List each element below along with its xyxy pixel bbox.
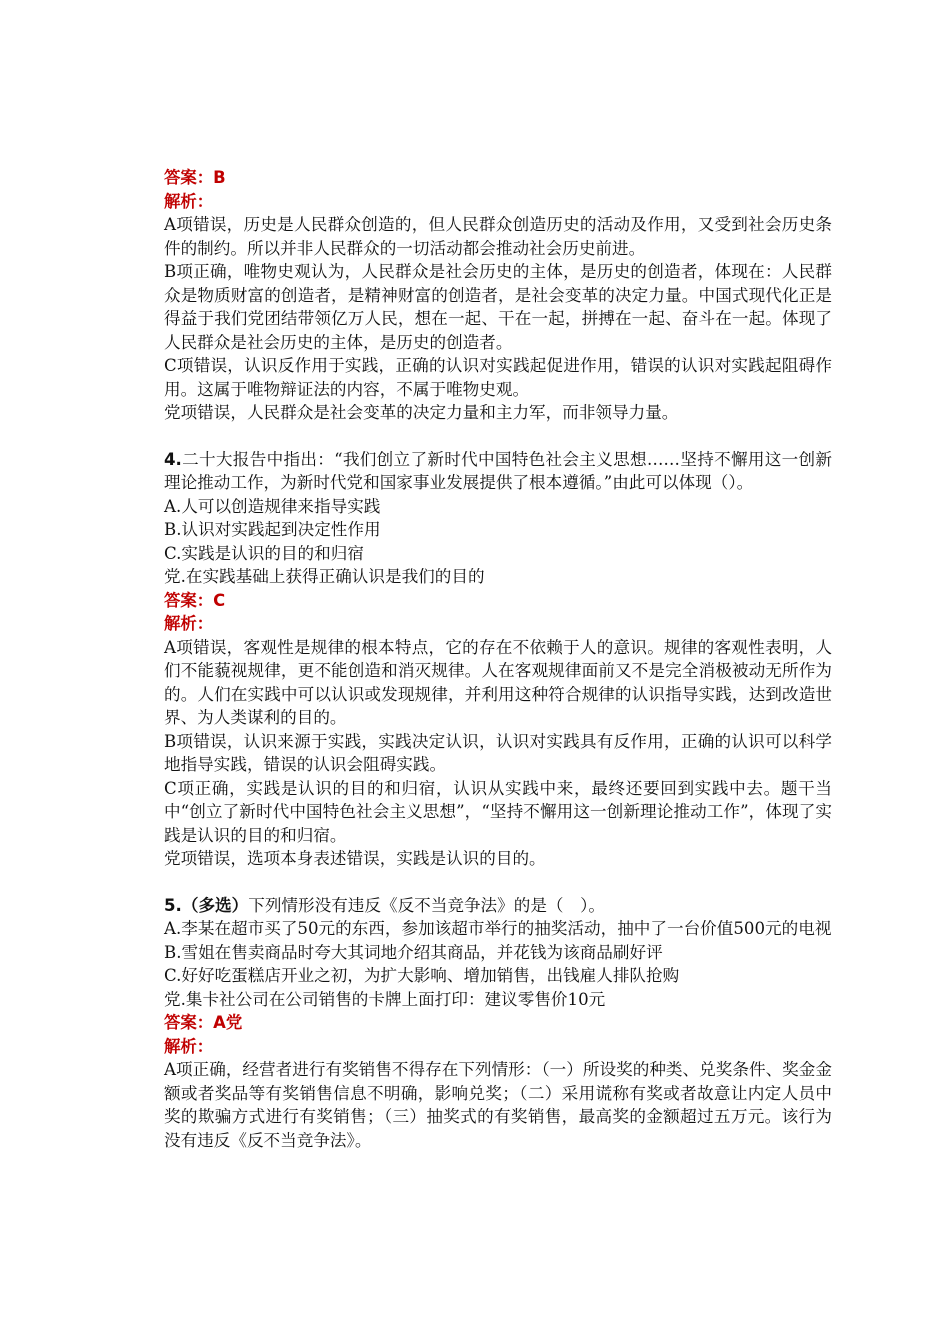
answer-label: 答案：B — [164, 168, 226, 187]
option-b: B.雪姐在售卖商品时夸大其词地介绍其商品，并花钱为该商品刷好评 — [164, 942, 663, 962]
option-b: B.认识对实践起到决定性作用 — [164, 520, 381, 539]
option-a: A.李某在超市买了50元的东西，参加该超市举行的抽奖活动，抽中了一台价值500元的电视 — [164, 919, 832, 938]
answer-label: 答案：C — [164, 590, 226, 610]
option-d: 党.在实践基础上获得正确认识是我们的目的 — [164, 567, 485, 586]
option-c: C.实践是认识的目的和归宿 — [164, 543, 364, 563]
question-number: 5.（多选） — [164, 895, 249, 915]
option-c: C.好好吃蛋糕店开业之初，为扩大影响、增加销售，出钱雇人排队抢购 — [164, 966, 680, 985]
analysis-paragraph: B项错误，认识来源于实践，实践决定认识，认识对实践具有反作用，正确的认识可以科学地指导实践，错误的认识会阻碍实践。 — [164, 731, 832, 774]
analysis-label: 解析： — [164, 614, 214, 633]
question-stem: 下列情形没有违反《反不当竞争法》的是（ ）。 — [248, 895, 605, 915]
question-4 — [164, 448, 832, 495]
analysis-paragraph: 党项错误，选项本身表述错误，实践是认识的目的。 — [164, 849, 546, 868]
question-stem: 二十大报告中指出：“我们创立了新时代中国特色社会主义思想……坚持不懈用这一创新理论推动工作，为新时代党和国家事业发展提供了根本遵循。”由此可以体现（）。 — [164, 449, 832, 492]
analysis-paragraph: B项正确，唯物史观认为，人民群众是社会历史的主体，是历史的创造者，体现在：人民群众是物质财富的创造者，是精神财富的创造者，是社会变革的决定力量。中国式现代化正是得益于我们党团结带领亿万人民，想在一起、干在一起，拼搏在一起、奋斗在一起。体现了人民群众是社会历史的主体，是历史的创造者。 — [164, 262, 832, 352]
document-page — [164, 166, 832, 1152]
analysis-paragraph: C项正确，实践是认识的目的和归宿，认识从实践中来，最终还要回到实践中去。题干当中“创立了新时代中国特色社会主义思想”，“坚持不懈用这一创新理论推动工作”，体现了实践是认识的目的和归宿。 — [164, 778, 832, 845]
option-d: 党.集卡社公司在公司销售的卡牌上面打印：建议零售价10元 — [164, 989, 606, 1009]
analysis-paragraph: A项错误，历史是人民群众创造的，但人民群众创造历史的活动及作用，又受到社会历史条件的制约。所以并非人民群众的一切活动都会推动社会历史前进。 — [164, 215, 832, 258]
analysis-paragraph: 党项错误，人民群众是社会变革的决定力量和主力军，而非领导力量。 — [164, 403, 679, 422]
answer-label: 答案：A党 — [164, 1013, 243, 1032]
section-gap — [164, 425, 832, 448]
analysis-paragraph: A项正确，经营者进行有奖销售不得存在下列情形：（一）所设奖的种类、兑奖条件、奖金金额或者奖品等有奖销售信息不明确，影响兑奖；（二）采用谎称有奖或者故意让内定人员中奖的欺骗方式进行有奖销售；（三）抽奖式的有奖销售，最高奖的金额超过五万元。该行为没有违反《反不当竞争法》。 — [164, 1060, 832, 1150]
analysis-paragraph: A项错误，客观性是规律的根本特点，它的存在不依赖于人的意识。规律的客观性表明，人们不能藐视规律，更不能创造和消灭规律。人在客观规律面前又不是完全消极被动无所作为的。人们在实践中可以认识或发现规律，并利用这种符合规律的认识指导实践，达到改造世界、为人类谋利的目的。 — [164, 637, 832, 727]
analysis-paragraph: C项错误，认识反作用于实践，正确的认识对实践起促进作用，错误的认识对实践起阻碍作用。这属于唯物辩证法的内容，不属于唯物史观。 — [164, 356, 832, 399]
analysis-label: 解析： — [164, 1036, 214, 1056]
question-number: 4. — [164, 449, 182, 469]
option-a: A.人可以创造规律来指导实践 — [164, 496, 381, 516]
analysis-label: 解析： — [164, 191, 214, 211]
section-gap — [164, 871, 832, 894]
question-5 — [164, 894, 832, 918]
